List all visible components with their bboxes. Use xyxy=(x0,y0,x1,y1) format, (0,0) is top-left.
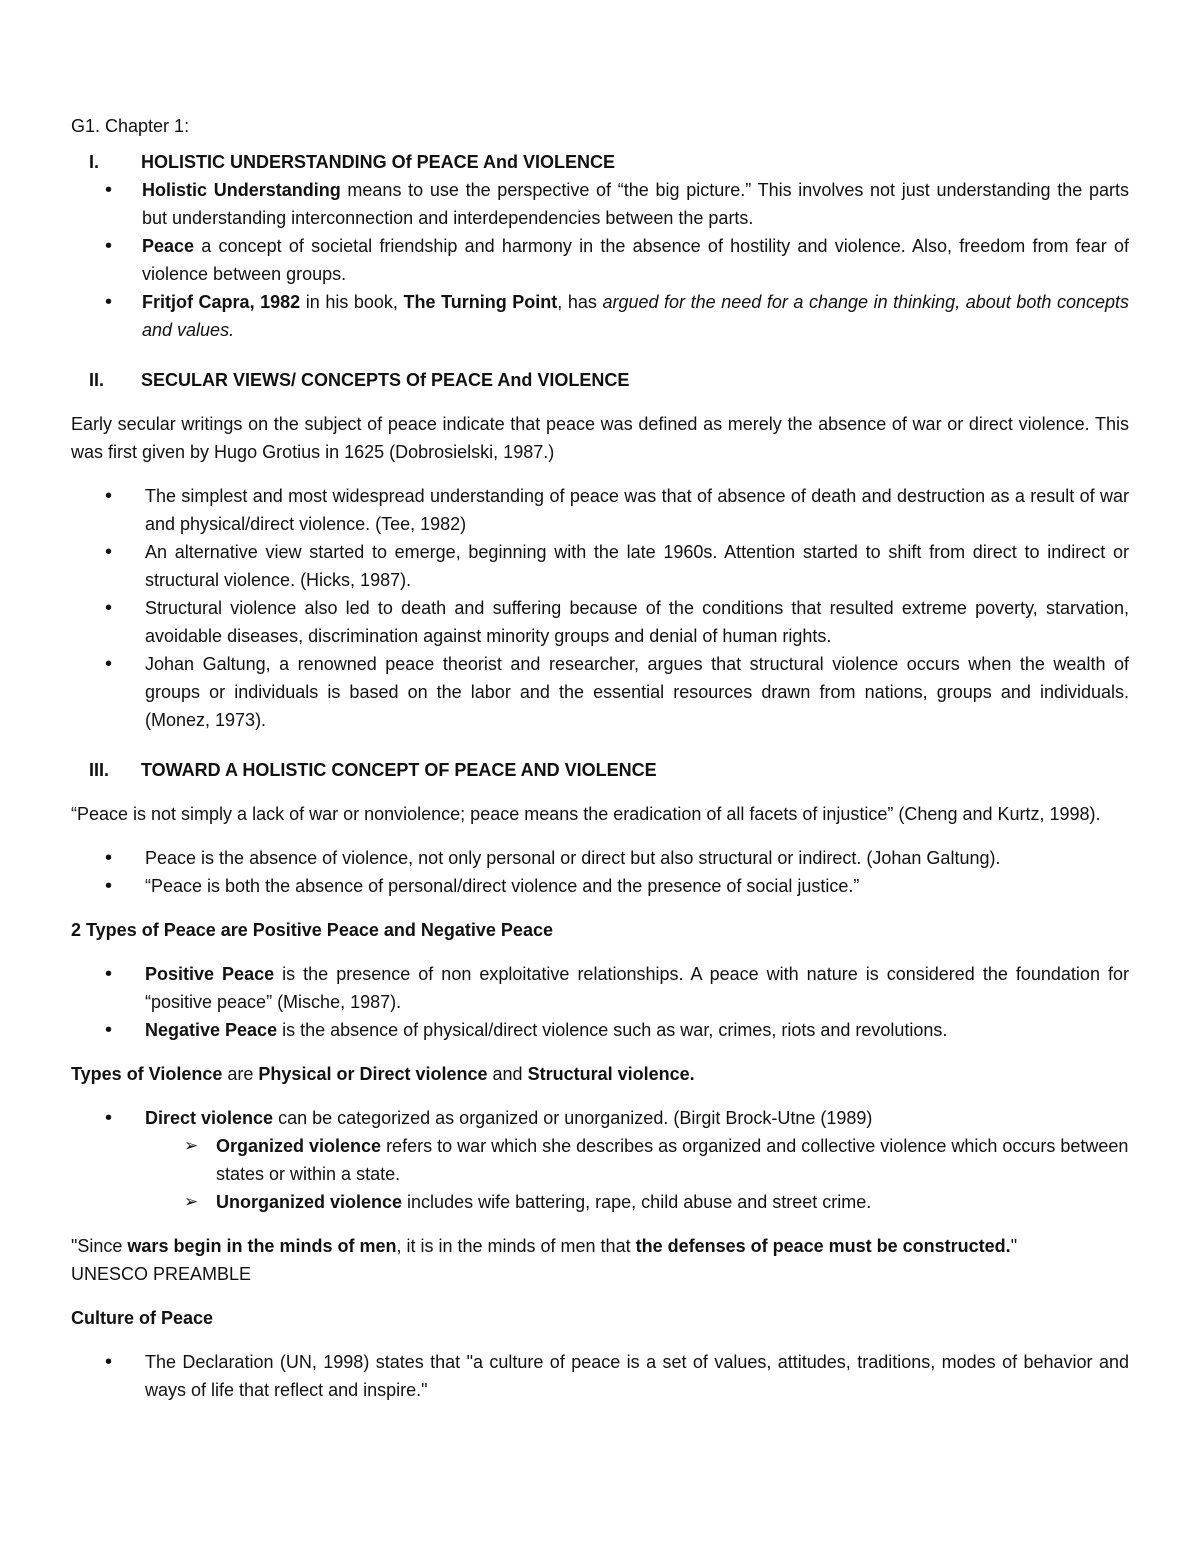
list-item xyxy=(71,1016,1129,1044)
item-text: can be categorized as organized or unorganized. (Birgit Brock-Utne (1989) xyxy=(273,1108,873,1128)
unesco-quote xyxy=(71,1232,1129,1260)
unesco-source: UNESCO PREAMBLE xyxy=(71,1264,252,1284)
section-3-heading xyxy=(71,756,1129,784)
list-item xyxy=(71,232,1129,288)
list-item: • Structural violence also led to death and suffering because of the conditions that resulted extreme poverty, starvation, avoidable diseases, discrimination against minority groups and denial of human rights. xyxy=(71,594,1129,650)
section-3-title: TOWARD A HOLISTIC CONCEPT OF PEACE AND VIOLENCE xyxy=(141,760,657,780)
bold-term: Fritjof Capra, 1982 xyxy=(142,292,301,312)
section-3-quote: “Peace is not simply a lack of war or nonviolence; peace means the eradication of all facets of injustice” (Cheng and Kurtz, 1998). xyxy=(71,804,1101,824)
section-2-intro: Early secular writings on the subject of peace indicate that peace was defined as merely the absence of war or direct violence. This was first given by Hugo Grotius in 1625 (Dobrosielski, 1987.) xyxy=(71,414,1129,462)
section-1-number: I. xyxy=(89,152,100,172)
bold-term: Unorganized violence xyxy=(216,1192,403,1212)
chapter-title: G1. Chapter 1: xyxy=(71,116,190,136)
item-text: includes wife battering, rape, child abuse and street crime. xyxy=(402,1192,872,1212)
list-item xyxy=(71,1188,1129,1216)
item-text: , has xyxy=(557,292,603,312)
quote-text: "Since xyxy=(71,1236,128,1256)
section-2-heading xyxy=(71,366,1129,394)
bold-term: Negative Peace xyxy=(145,1020,278,1040)
types-of-violence-bullets xyxy=(71,1104,1129,1132)
bold-term: Direct violence xyxy=(145,1108,274,1128)
section-2-title: SECULAR VIEWS/ CONCEPTS Of PEACE And VIOLENCE xyxy=(141,370,630,390)
heading-text: Physical or Direct violence xyxy=(258,1064,488,1084)
section-2-bullets xyxy=(71,482,1129,734)
heading-text: Types of Violence xyxy=(71,1064,223,1084)
item-text: a concept of societal friendship and harmony in the absence of hostility and violence. Also, freedom from fear of violence between groups. xyxy=(142,236,1129,284)
heading-text: and xyxy=(378,920,421,940)
book-title: The Turning Point xyxy=(403,292,558,312)
bold-term: Organized violence xyxy=(216,1136,382,1156)
quote-text: the defenses of peace must be constructed. xyxy=(635,1236,1011,1256)
document-page xyxy=(71,104,1129,1404)
section-3-number: III. xyxy=(89,760,110,780)
list-item: • An alternative view started to emerge, beginning with the late 1960s. Attention started to shift from direct to indirect or structural violence. (Hicks, 1987). xyxy=(71,538,1129,594)
list-item xyxy=(71,288,1129,344)
heading-text: and xyxy=(487,1064,528,1084)
list-item: • Peace is the absence of violence, not only personal or direct but also structural or indirect. (Johan Galtung). xyxy=(71,844,1129,872)
list-item xyxy=(71,1132,1129,1188)
item-text: means to use the perspective of “the big picture.” This involves not just understanding the parts but understanding interconnection and interdependencies between the parts. xyxy=(142,180,1129,228)
culture-of-peace-heading: Culture of Peace xyxy=(71,1308,214,1328)
types-of-peace-heading xyxy=(71,916,1129,944)
heading-text: are xyxy=(222,1064,259,1084)
section-1-bullets xyxy=(71,176,1129,344)
list-item: • The simplest and most widespread understanding of peace was that of absence of death and destruction as a result of war and physical/direct violence. (Tee, 1982) xyxy=(71,482,1129,538)
types-of-violence-heading xyxy=(71,1060,1129,1088)
italic-text: . xyxy=(229,320,235,340)
direct-violence-subitems xyxy=(71,1132,1129,1216)
item-text: in his book, xyxy=(300,292,404,312)
italic-text: argued for the need for a change in thinking, about both concepts and values xyxy=(142,292,1130,340)
section-1-heading xyxy=(71,148,1129,176)
bold-term: Peace xyxy=(142,236,195,256)
list-item: • The Declaration (UN, 1998) states that "a culture of peace is a set of values, attitudes, traditions, modes of behavior and ways of life that reflect and inspire." xyxy=(71,1348,1129,1404)
quote-text: wars begin in the minds of men xyxy=(127,1236,397,1256)
quote-text: " xyxy=(1010,1236,1018,1256)
bold-term: Holistic Understanding xyxy=(142,180,341,200)
list-item: • “Peace is both the absence of personal/direct violence and the presence of social justice.” xyxy=(71,872,1129,900)
heading-text: Negative Peace xyxy=(420,920,553,940)
section-3-bullets xyxy=(71,844,1129,900)
list-item xyxy=(71,1104,1129,1132)
section-1-title: HOLISTIC UNDERSTANDING Of PEACE And VIOLENCE xyxy=(141,152,616,172)
item-text: refers to war which she describes as organized and collective violence which occurs between states or within a state. xyxy=(216,1136,1129,1184)
types-of-peace-bullets xyxy=(71,960,1129,1044)
heading-text: Positive Peace xyxy=(252,920,379,940)
culture-of-peace-bullets xyxy=(71,1348,1129,1404)
bold-term: Positive Peace xyxy=(145,964,275,984)
item-text: is the presence of non exploitative relationships. A peace with nature is considered the foundation for “positive peace” (Mische, 1987). xyxy=(145,964,1129,1012)
list-item: • Johan Galtung, a renowned peace theorist and researcher, argues that structural violence occurs when the wealth of groups or individuals is based on the labor and the essential resources drawn from nations, groups and individuals. (Monez, 1973). xyxy=(71,650,1129,734)
heading-text: Structural violence. xyxy=(527,1064,695,1084)
list-item xyxy=(71,176,1129,232)
section-2-number: II. xyxy=(89,370,105,390)
item-text: is the absence of physical/direct violence such as war, crimes, riots and revolutions. xyxy=(277,1020,948,1040)
quote-text: , it is in the minds of men that xyxy=(396,1236,636,1256)
list-item xyxy=(71,960,1129,1016)
heading-text: 2 Types of Peace are xyxy=(71,920,253,940)
